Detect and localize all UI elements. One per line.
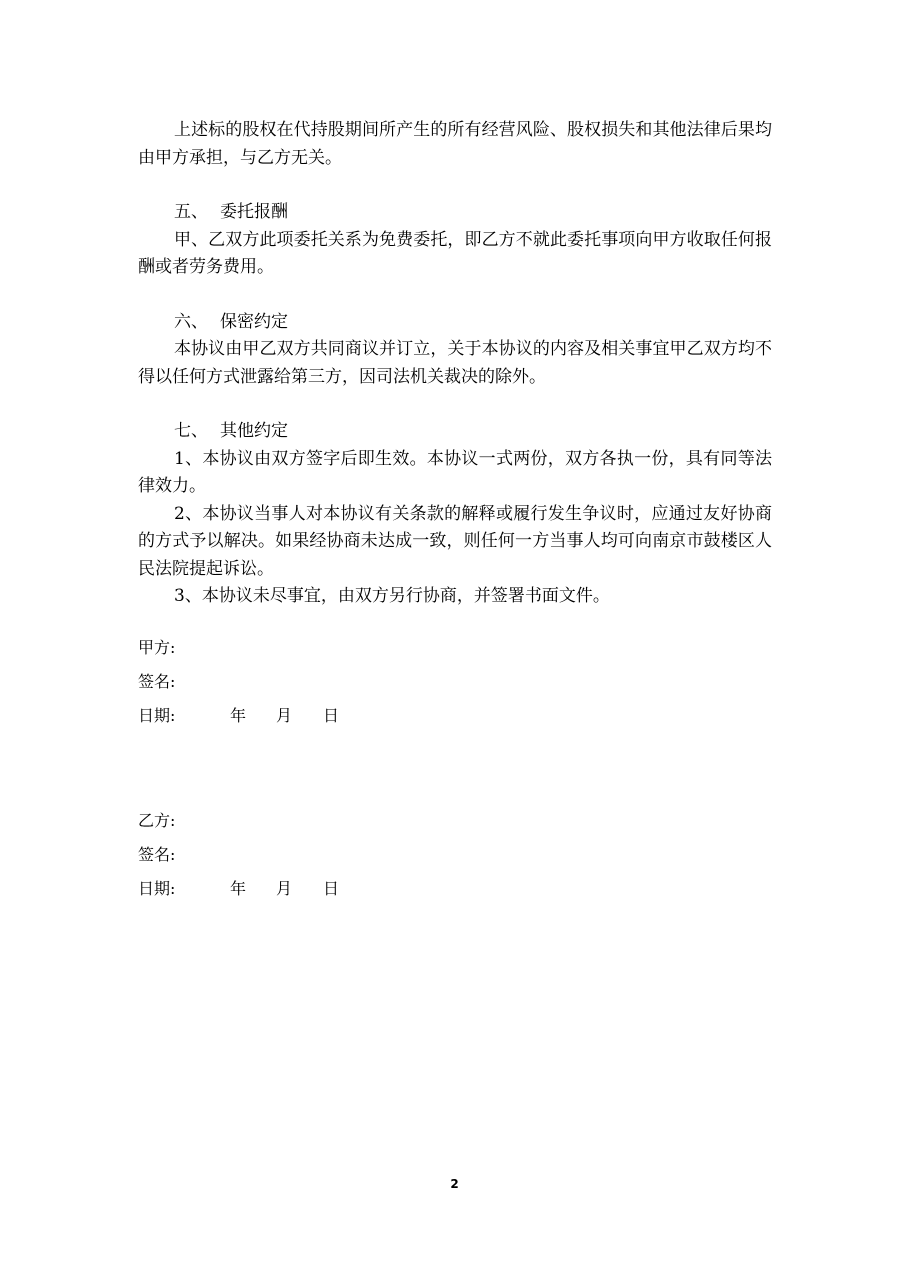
section-6-paragraph-1: 本协议由甲乙双方共同商议并订立，关于本协议的内容及相关事宜甲乙双方均不得以任何方式泄露给第三方，因司法机关裁决的除外。 [138, 339, 772, 387]
section-7-clause-3: 3、本协议未尽事宜，由双方另行协商，并签署书面文件。 [174, 586, 610, 606]
section-6-heading [138, 309, 772, 337]
section-7-number: 七、 [174, 421, 208, 441]
party-a-date-label: 日期: [138, 706, 176, 725]
section-7-title: 其他约定 [220, 421, 288, 441]
party-a-date-line [138, 699, 538, 733]
party-b-date-year: 年 [230, 879, 247, 898]
party-a-date-month: 月 [276, 706, 293, 725]
party-a-date-day: 日 [323, 706, 340, 725]
section-5-heading [138, 199, 772, 227]
party-b-date-label: 日期: [138, 879, 176, 898]
party-b-date-line [138, 872, 538, 906]
section-7-clause-1: 1、本协议由双方签字后即生效。本协议一式两份，双方各执一份，具有同等法律效力。 [138, 448, 772, 496]
party-b-signature-label: 签名: [138, 845, 176, 864]
party-a-date-year: 年 [230, 706, 247, 725]
party-b-label: 乙方: [138, 811, 176, 830]
section-6-title: 保密约定 [220, 311, 288, 332]
section-7-heading [138, 418, 772, 446]
page-number: 2 [450, 1177, 459, 1191]
party-b-date-month: 月 [276, 879, 293, 898]
party-a-signature-label: 签名: [138, 672, 176, 691]
section-6-number: 六、 [174, 311, 208, 332]
party-a-label: 甲方: [138, 638, 176, 657]
section-5-paragraph-1: 甲、乙双方此项委托关系为免费委托，即乙方不就此委托事项向甲方收取任何报酬或者劳务费用。 [138, 229, 772, 277]
party-b-signature-block [138, 804, 538, 906]
section-5-title: 委托报酬 [220, 202, 288, 222]
section-7-clause-2: 2、本协议当事人对本协议有关条款的解释或履行发生争议时，应通过友好协商的方式予以解决。如果经协商未达成一致，则任何一方当事人均可向南京市鼓楼区人民法院提起诉讼。 [138, 503, 772, 579]
party-b-date-day: 日 [323, 879, 340, 898]
document-body [138, 117, 772, 611]
intro-paragraph: 上述标的股权在代持股期间所产生的所有经营风险、股权损失和其他法律后果均由甲方承担，与乙方无关。 [138, 120, 772, 168]
party-a-signature-block [138, 631, 538, 733]
section-5-number: 五、 [174, 202, 208, 222]
